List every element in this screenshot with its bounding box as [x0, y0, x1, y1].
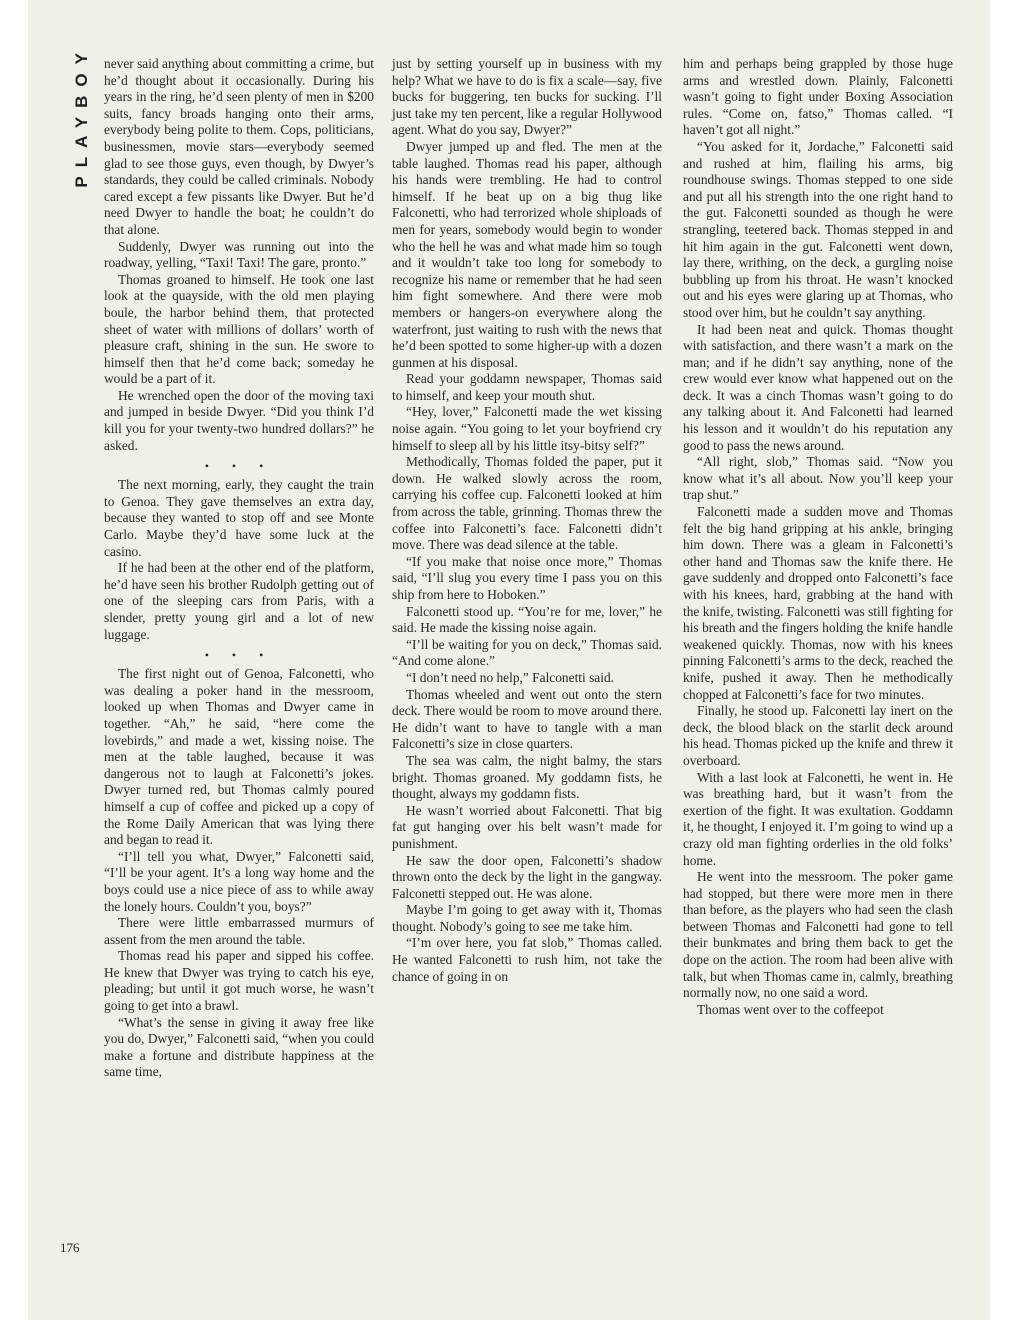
page-number: 176	[60, 1240, 80, 1255]
paragraph: “I don’t need no help,” Falconetti said.	[406, 669, 614, 685]
paragraph: Suddenly, Dwyer was running out into the roadway, yelling, “Taxi! Taxi! The gare, pronto.”	[104, 238, 374, 271]
paragraph: just by setting yourself up in business with my help? What we have to do is fix a scale—say, five bucks for buggering, ten bucks for sucking. I’ll just take my ten percent, like a regular Hollywood agent. What do you say, Dwyer?”	[392, 56, 662, 138]
paragraph: “Hey, lover,” Falconetti made the wet kissing noise again. “You going to let your boyfriend cry himself to sleep all by his little itsy-bitsy self?”	[392, 404, 662, 453]
paragraph: He saw the door open, Falconetti’s shadow thrown onto the deck by the light in the gangway. Falconetti stepped out. He was alone.	[392, 852, 662, 901]
paragraph: “What’s the sense in giving it away free like you do, Dwyer,” Falconetti said, “when you could make a fortune and distribute happiness at the same time,	[104, 1014, 374, 1080]
paragraph: Maybe I’m going to get away with it, Thomas thought. Nobody’s going to see me take him.	[392, 902, 662, 934]
paragraph: “I’ll be waiting for you on deck,” Thomas said. “And come alone.”	[392, 636, 662, 669]
paragraph: Finally, he stood up. Falconetti lay inert on the deck, the blood black on the starlit deck around his head. Thomas picked up the knife and threw it overboard.	[683, 703, 953, 768]
section-break: • • •	[204, 648, 274, 663]
paragraph: There were little embarrassed murmurs of assent from the men around the table.	[104, 915, 374, 947]
paragraph: “You asked for it, Jordache,” Falconetti said and rushed at him, flailing his arms, big roundhouse swings. Thomas stepped to one side and put all his strength into the one right hand to the gut. Falconetti sounded as though he were strangling, teetered back. Thomas stepped in and hit him again in the gut. Falconetti went down, lay there, writhing, on the deck, a gurgling noise bubbling up from his throat. He wasn’t knocked out and his eyes were glaring up at Thomas, who stood over him, but he couldn’t say anything.	[683, 138, 953, 320]
paragraph: Methodically, Thomas folded the paper, put it down. He walked slowly across the room, carrying his coffee cup. Falconetti looked at him from across the table, grinning. Thomas threw the coffee into Falconetti’s face. Falconetti didn’t move. There was dead silence at the table.	[392, 454, 662, 553]
paragraph: It had been neat and quick. Thomas thought with satisfaction, and there wasn’t a mark on the man; and if he didn’t say anything, none of the crew would ever know what happened out on the deck. It was a cinch Thomas wasn’t going to do any talking about it. And Falconetti had learned his lesson and it wouldn’t do his reputation any good to pass the news around.	[683, 321, 953, 453]
paragraph: Thomas groaned to himself. He took one last look at the quayside, with the old men playing boule, the harbor behind them, that protected sheet of water with millions of dollars’ worth of pleasure craft, shining in the sun. He swore to himself then that he’d come back; someday he would be a part of it.	[104, 271, 374, 387]
text-column-2	[392, 56, 662, 985]
paragraph: him and perhaps being grappled by those huge arms and wrestled down. Plainly, Falconetti wasn’t going to fight under Boxing Association rules. “Come on, fatso,” Thomas called. “I haven’t got all night.”	[683, 56, 953, 138]
paragraph: He wasn’t worried about Falconetti. That big fat gut hanging over his belt wasn’t made for punishment.	[392, 802, 662, 851]
paragraph: Read your goddamn newspaper, Thomas said to himself, and keep your mouth shut.	[392, 371, 662, 403]
paragraph: “If you make that noise once more,” Thomas said, “I’ll slug you every time I pass you on this ship from here to Hoboken.”	[392, 553, 662, 602]
paragraph: The next morning, early, they caught the train to Genoa. They gave themselves an extra day, because they wanted to stop off and see Monte Carlo. Maybe they’d have some luck at the casino.	[104, 477, 374, 559]
paragraph: “All right, slob,” Thomas said. “Now you know what it’s all about. Now you’ll keep your trap shut.”	[683, 454, 953, 503]
paragraph: Thomas wheeled and went out onto the stern deck. There would be room to move around there. He didn’t want to have to tangle with a man Falconetti’s size in close quarters.	[392, 686, 662, 752]
paragraph: Thomas went over to the coffeepot	[697, 1001, 884, 1017]
paragraph: With a last look at Falconetti, he went in. He was breathing hard, but it wasn’t from the exertion of the fight. It was exultation. Goddamn it, he thought, I enjoyed it. I’m going to wind up a crazy old man fighting orderlies in the old folks’ home.	[683, 769, 953, 868]
text-column-3	[683, 56, 953, 1018]
paragraph: He went into the messroom. The poker game had stopped, but there were more men in there than before, as the players who had seen the clash between Thomas and Falconetti had gone to tell their bunkmates and bring them back to get the dope on the action. The room had been alive with talk, but when Thomas came in, calmly, breathing normally now, no one said a word.	[683, 869, 953, 1001]
section-break: • • •	[204, 459, 274, 474]
paragraph: The sea was calm, the night balmy, the stars bright. Thomas groaned. My goddamn fists, he thought, always my goddamn fists.	[392, 752, 662, 802]
paragraph: The first night out of Genoa, Falconetti, who was dealing a poker hand in the messroom, looked up when Thomas and Dwyer came in together. “Ah,” he said, “here come the lovebirds,” and made a wet, kissing noise. The men at the table laughed, because it was dangerous not to laugh at Falconetti’s jokes. Dwyer turned red, but Thomas calmly poured himself a cup of coffee and picked up a copy of the Rome Daily American that was lying there and began to read it.	[104, 666, 374, 848]
paragraph: Falconetti stood up. “You’re for me, lover,” he said. He made the kissing noise again.	[392, 603, 662, 636]
paragraph: Falconetti made a sudden move and Thomas felt the big hand gripping at his ankle, bringing him down. There was a gleam in Falconetti’s other hand and Thomas saw the knife there. He gave suddenly and dropped onto Falconetti’s face with his knees, hard, grabbing at the hand with the knife, twisting. Falconetti was still fighting for his breath and the fingers holding the knife handle weakened quickly. Thomas, now with his knees pinning Falconetti’s arms to the deck, reached the knife, pushed it away. Then he methodically chopped at Falconetti’s face for two minutes.	[683, 504, 953, 702]
paragraph: “I’ll tell you what, Dwyer,” Falconetti said, “I’ll be your agent. It’s a long way home and the boys could use a nice piece of ass to while away the lonely hours. Couldn’t you, boys?”	[104, 848, 374, 914]
magazine-masthead: PLAYBOY	[72, 44, 91, 188]
paragraph: never said anything about committing a crime, but he’d thought about it occasionally. During his years in the ring, he’d seen plenty of men in $200 suits, fancy broads hanging onto their arms, everybody being polite to them. Cops, politicians, businessmen, movie stars—everybody seemed glad to see those guys, even though, by Dwyer’s standards, they could be called criminals. Nobody cared except a few pissants like Dwyer. But he’d need Dwyer to handle the boat; he couldn’t do that alone.	[104, 56, 374, 237]
paragraph: If he had been at the other end of the platform, he’d have seen his brother Rudolph getting out of one of the sleeping cars from Paris, with a slender, pretty young girl and a lot of new luggage.	[104, 560, 374, 642]
paragraph: He wrenched open the door of the moving taxi and jumped in beside Dwyer. “Did you think I’d kill you for your twenty-two hundred dollars?” he asked.	[104, 387, 374, 453]
paragraph: Dwyer jumped up and fled. The men at the table laughed. Thomas read his paper, although his hands were trembling. He had to control himself. If he beat up on a big thug like Falconetti, who had terrorized whole shiploads of men for years, somebody would begin to wonder who the hell he was and what made him so tough and it wouldn’t take too long for somebody to recognize his name or remember that he had seen him fight somewhere. And there were mob members or hangers-on everywhere along the waterfront, just waiting to rush with the news that he’d been spotted to some higher-up with a dozen gunmen at his disposal.	[392, 138, 662, 370]
paragraph: Thomas read his paper and sipped his coffee. He knew that Dwyer was trying to catch his eye, pleading; but until it got much worse, he wasn’t going to get into a brawl.	[104, 948, 374, 1014]
paragraph: “I’m over here, you fat slob,” Thomas called. He wanted Falconetti to rush him, not take the chance of going in on	[392, 935, 662, 984]
text-column-1	[104, 56, 374, 1081]
